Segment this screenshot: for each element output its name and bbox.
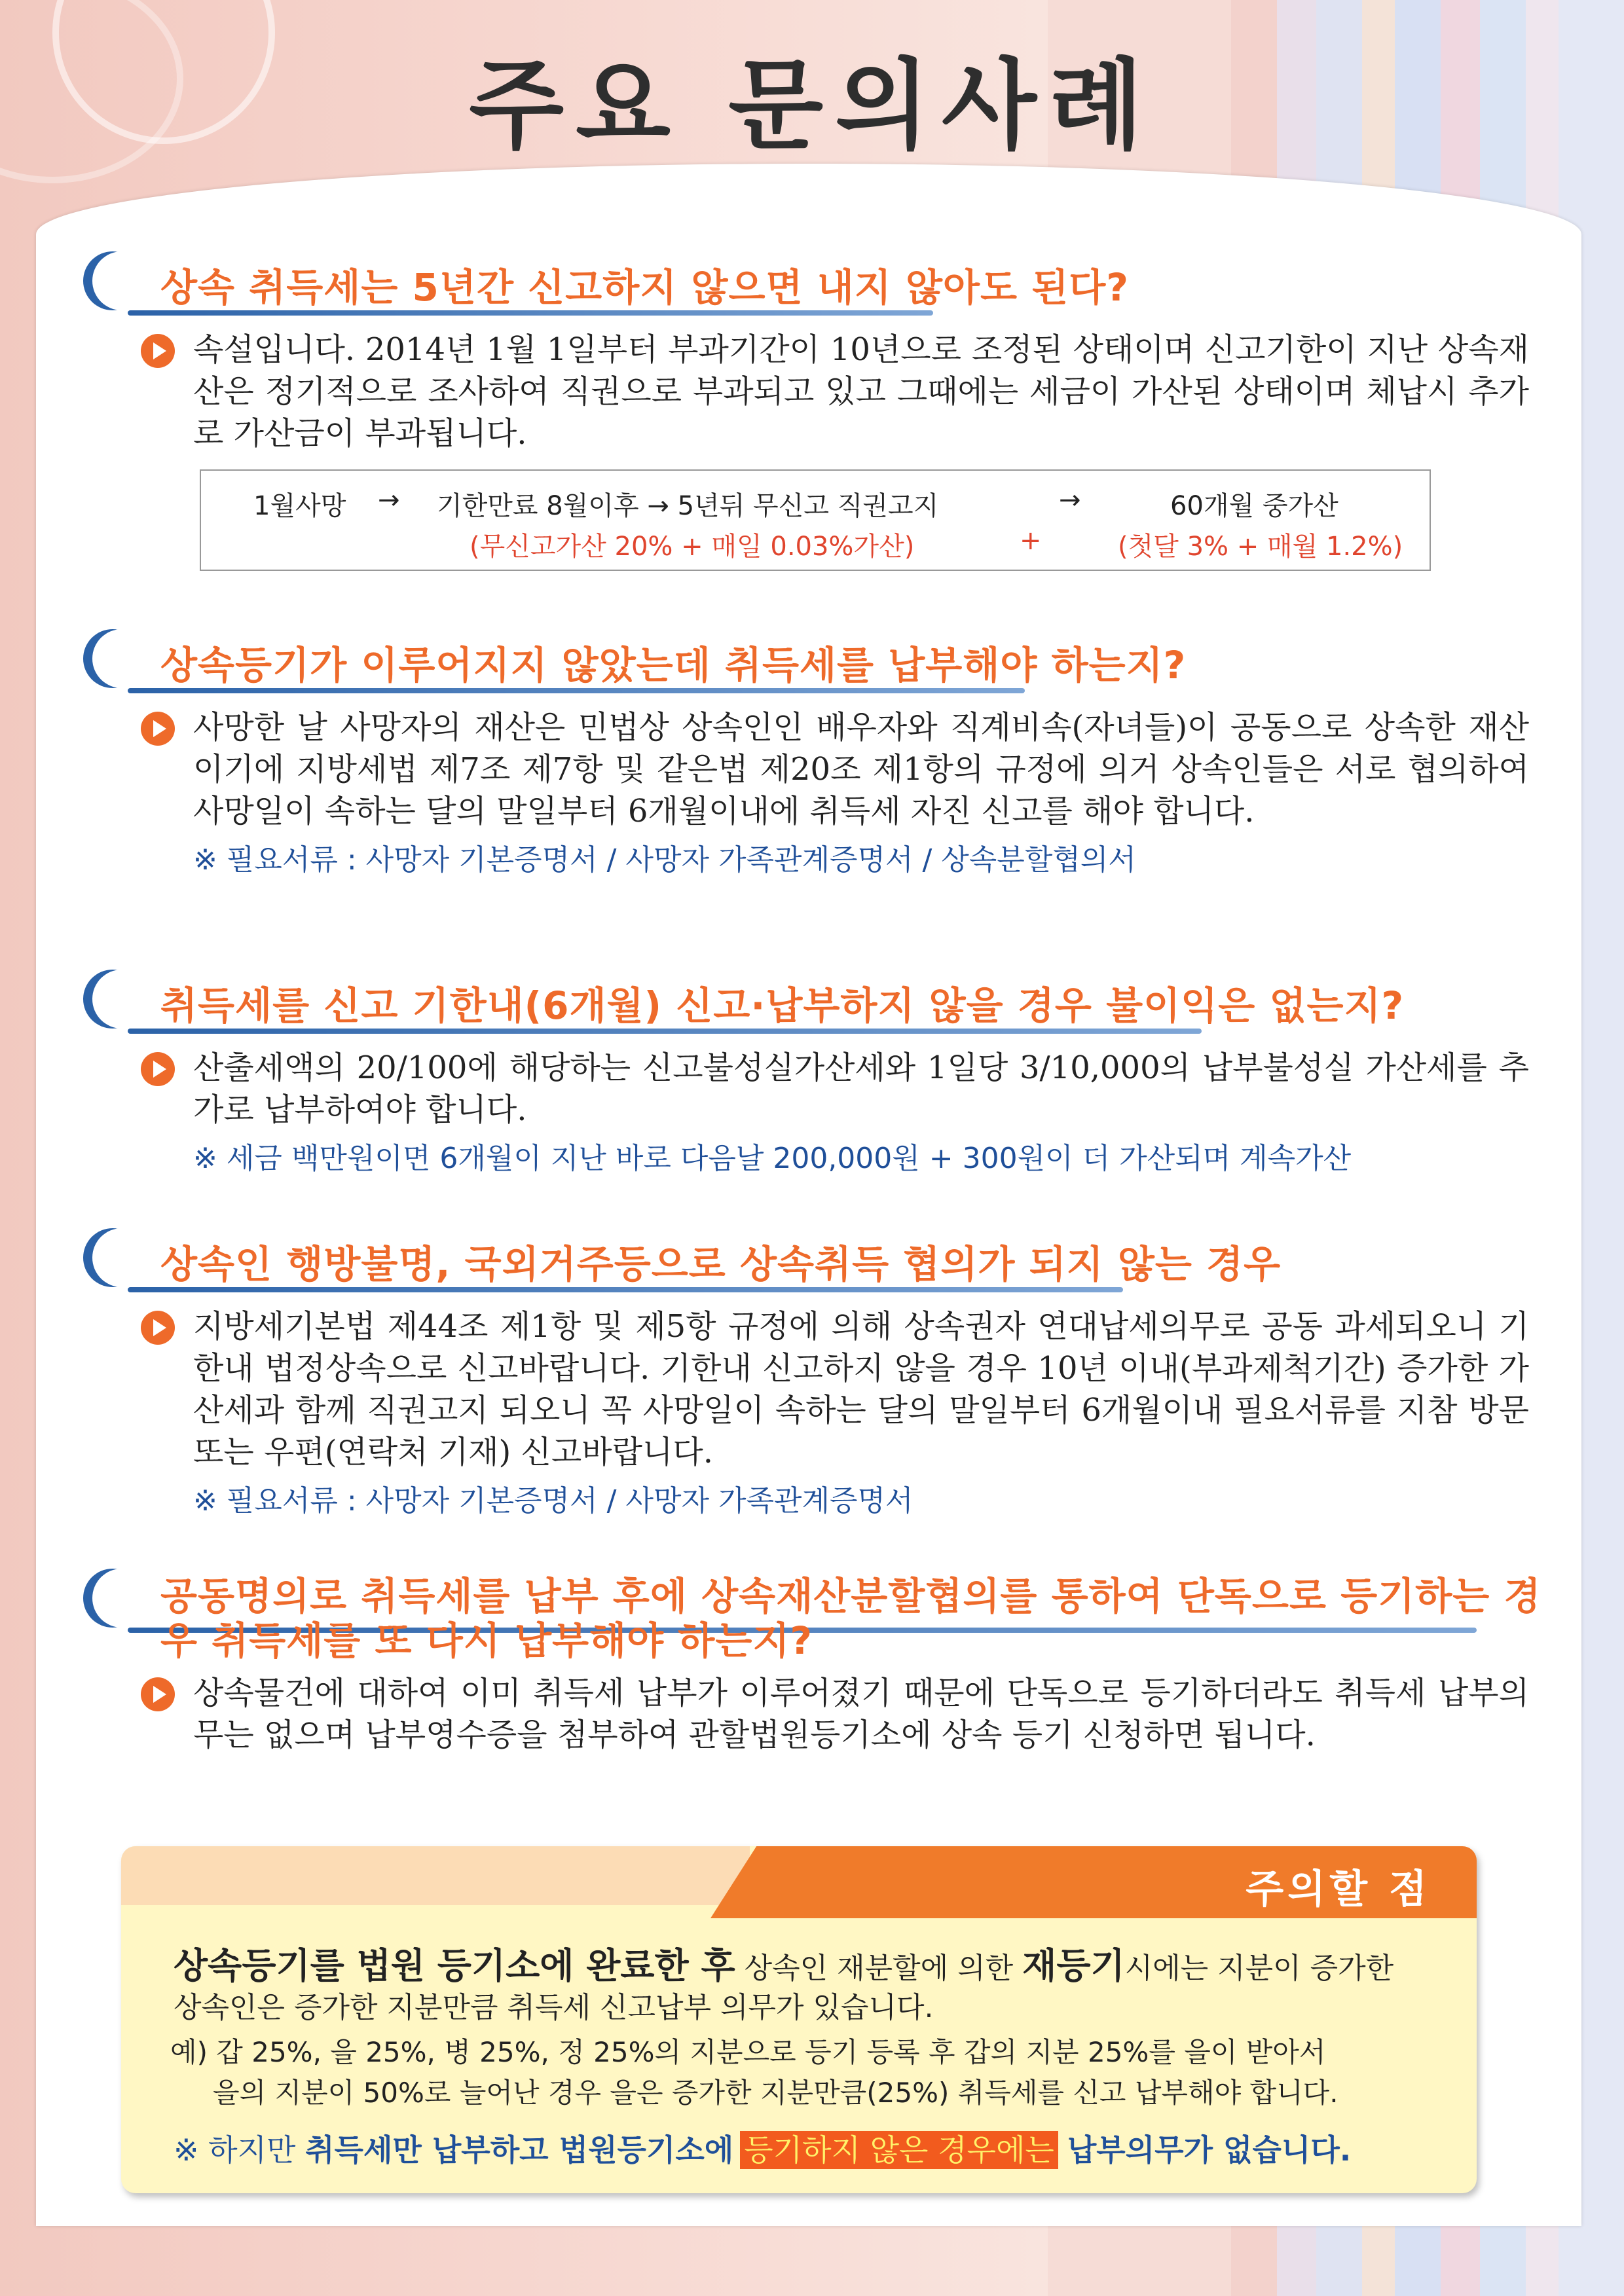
timeline-step-surcharge: 60개월 중가산 [1170, 491, 1338, 521]
crescent-icon [92, 1569, 151, 1628]
answer-block [141, 1672, 1529, 1756]
caution-lead-end: 시에는 지분이 증가한 [1124, 1952, 1394, 1985]
caution-lead-bold: 상속등기를 법원 등기소에 완료한 후 [174, 1945, 735, 1986]
timeline-arrow: → [1059, 485, 1081, 515]
required-documents-note: ※ 필요서류 : 사망자 기본증명서 / 사망자 가족관계증명서 [193, 1484, 913, 1518]
crescent-icon [92, 1228, 151, 1287]
required-documents-note: ※ 필요서류 : 사망자 기본증명서 / 사망자 가족관계증명서 / 상속분할협의서 [193, 843, 1136, 877]
play-bullet-icon [141, 1052, 175, 1086]
question-header [101, 1565, 1541, 1663]
caution-final-line [174, 2126, 1351, 2170]
timeline-arrow: → [378, 485, 400, 515]
answer-block [141, 329, 1529, 454]
answer-block [141, 706, 1529, 878]
timeline-step-death: 1월사망 [253, 491, 346, 521]
play-bullet-icon [141, 712, 175, 746]
answer-text: 상속물건에 대하여 이미 취득세 납부가 이루어졌기 때문에 단독으로 등기하더라도 취득세 납부의무는 없으며 납부영수증을 첨부하여 관할법원등기소에 상속 등기 신청하면 됩니다. [193, 1675, 1529, 1753]
penalty-timeline [200, 469, 1431, 571]
question-header [101, 966, 1529, 1038]
timeline-sub-monthly: (첫달 3% + 매월 1.2%) [1118, 532, 1403, 562]
answer-text: 산출세액의 20/100에 해당하는 신고불성실가산세와 1일당 3/10,000의 납부불성실 가산세를 추가로 납부하여야 합니다. [193, 1049, 1529, 1128]
play-bullet-icon [141, 1677, 175, 1711]
question-text: 상속 취득세는 5년간 신고하지 않으면 내지 않아도 된다? [160, 265, 1129, 310]
answer-block [141, 1305, 1529, 1519]
question-header [101, 247, 1529, 319]
play-bullet-icon [141, 1311, 175, 1345]
caution-final-bold1: 취득세만 납부하고 법원등기소에 [305, 2132, 734, 2168]
question-text: 상속인 행방불명, 국외거주등으로 상속취득 협의가 되지 않는 경우 [160, 1242, 1282, 1286]
question-header [101, 625, 1529, 697]
caution-lead-line [174, 1938, 1393, 1988]
crescent-icon [92, 629, 151, 688]
question-text: 취득세를 신고 기한내(6개월) 신고·납부하지 않을 경우 불이익은 없는지? [160, 983, 1405, 1028]
answer-text: 사망한 날 사망자의 재산은 민법상 상속인인 배우자와 직계비속(자녀들)이 공동으로 상속한 재산이기에 지방세법 제7조 제7항 및 같은법 제20조 제1항의 규정에 의거 상속인들은 서로 협의하여 사망일이 속하는 달의 말일부터 6개월이내에 취득세 자진 신고를 해야 합니다. [193, 709, 1529, 829]
caution-example-1: 예) 갑 25%, 을 25%, 병 25%, 정 25%의 지분으로 등기 등록 후 갑의 지분 25%를 을이 받아서 [170, 2036, 1326, 2068]
question-header [101, 1224, 1529, 1296]
play-bullet-icon [141, 334, 175, 368]
faq-section-3 [101, 966, 1529, 1176]
faq-section-1 [101, 247, 1529, 454]
caution-top-band [121, 1846, 750, 1905]
timeline-step-notice: 기한만료 8월이후 → 5년뒤 무신고 직권고지 [437, 491, 939, 521]
faq-section-2 [101, 625, 1529, 878]
faq-section-4 [101, 1224, 1529, 1519]
caution-example-2: 을의 지분이 50%로 늘어난 경우 을은 증가한 지분만큼(25%) 취득세를 신고 납부해야 합니다. [213, 2077, 1338, 2109]
page-title: 주요 문의사례 [469, 49, 1155, 163]
caution-box [121, 1846, 1477, 2193]
timeline-sub-penalty: (무신고가산 20% + 매일 0.03%가산) [470, 532, 915, 562]
caution-final-bold2: 납부의무가 없습니다. [1067, 2132, 1352, 2168]
example-note: ※ 세금 백만원이면 6개월이 지난 바로 다음날 200,000원 + 300원이 더 가산되며 계속가산 [193, 1142, 1352, 1175]
answer-text: 지방세기본법 제44조 제1항 및 제5항 규정에 의해 상속권자 연대납세의무로 공동 과세되오니 기한내 법정상속으로 신고바랍니다. 기한내 신고하지 않을 경우 10년 이내(부과제척기간) 증가한 가산세과 함께 직권고지 되오니 꼭 사망일이 속하는 달의 말일부터 6개월이내 필요서류를 지참 방문 또는 우편(연락처 기재) 신고바랍니다. [193, 1308, 1529, 1470]
answer-block [141, 1047, 1529, 1176]
answer-text: 속설입니다. 2014년 1월 1일부터 부과기간이 10년으로 조정된 상태이며 신고기한이 지난 상속재산은 정기적으로 조사하여 직권으로 부과되고 있고 그때에는 세금이 가산된 상태이며 체납시 추가로 가산금이 부과됩니다. [193, 331, 1529, 452]
crescent-icon [92, 970, 151, 1029]
caution-final-pre: ※ 하지만 [174, 2132, 306, 2168]
caution-lead-bold2: 재등기 [1022, 1945, 1125, 1986]
crescent-icon [92, 251, 151, 310]
faq-section-5 [101, 1565, 1541, 1756]
question-text: 상속등기가 이루어지지 않았는데 취득세를 납부해야 하는지? [160, 643, 1187, 687]
timeline-plus: + [1020, 526, 1042, 556]
caution-highlight: 등기하지 않은 경우에는 [740, 2131, 1058, 2169]
caution-line-2: 상속인은 증가한 지분만큼 취득세 신고납부 의무가 있습니다. [174, 1991, 934, 2024]
caution-label: 주의할 점 [1246, 1867, 1431, 1912]
caution-lead-mid: 상속인 재분할에 의한 [735, 1952, 1023, 1985]
question-text: 공동명의로 취득세를 납부 후에 상속재산분할협의를 통하여 단독으로 등기하는 경우 취득세를 또 다시 납부해야 하는지? [160, 1574, 1541, 1663]
